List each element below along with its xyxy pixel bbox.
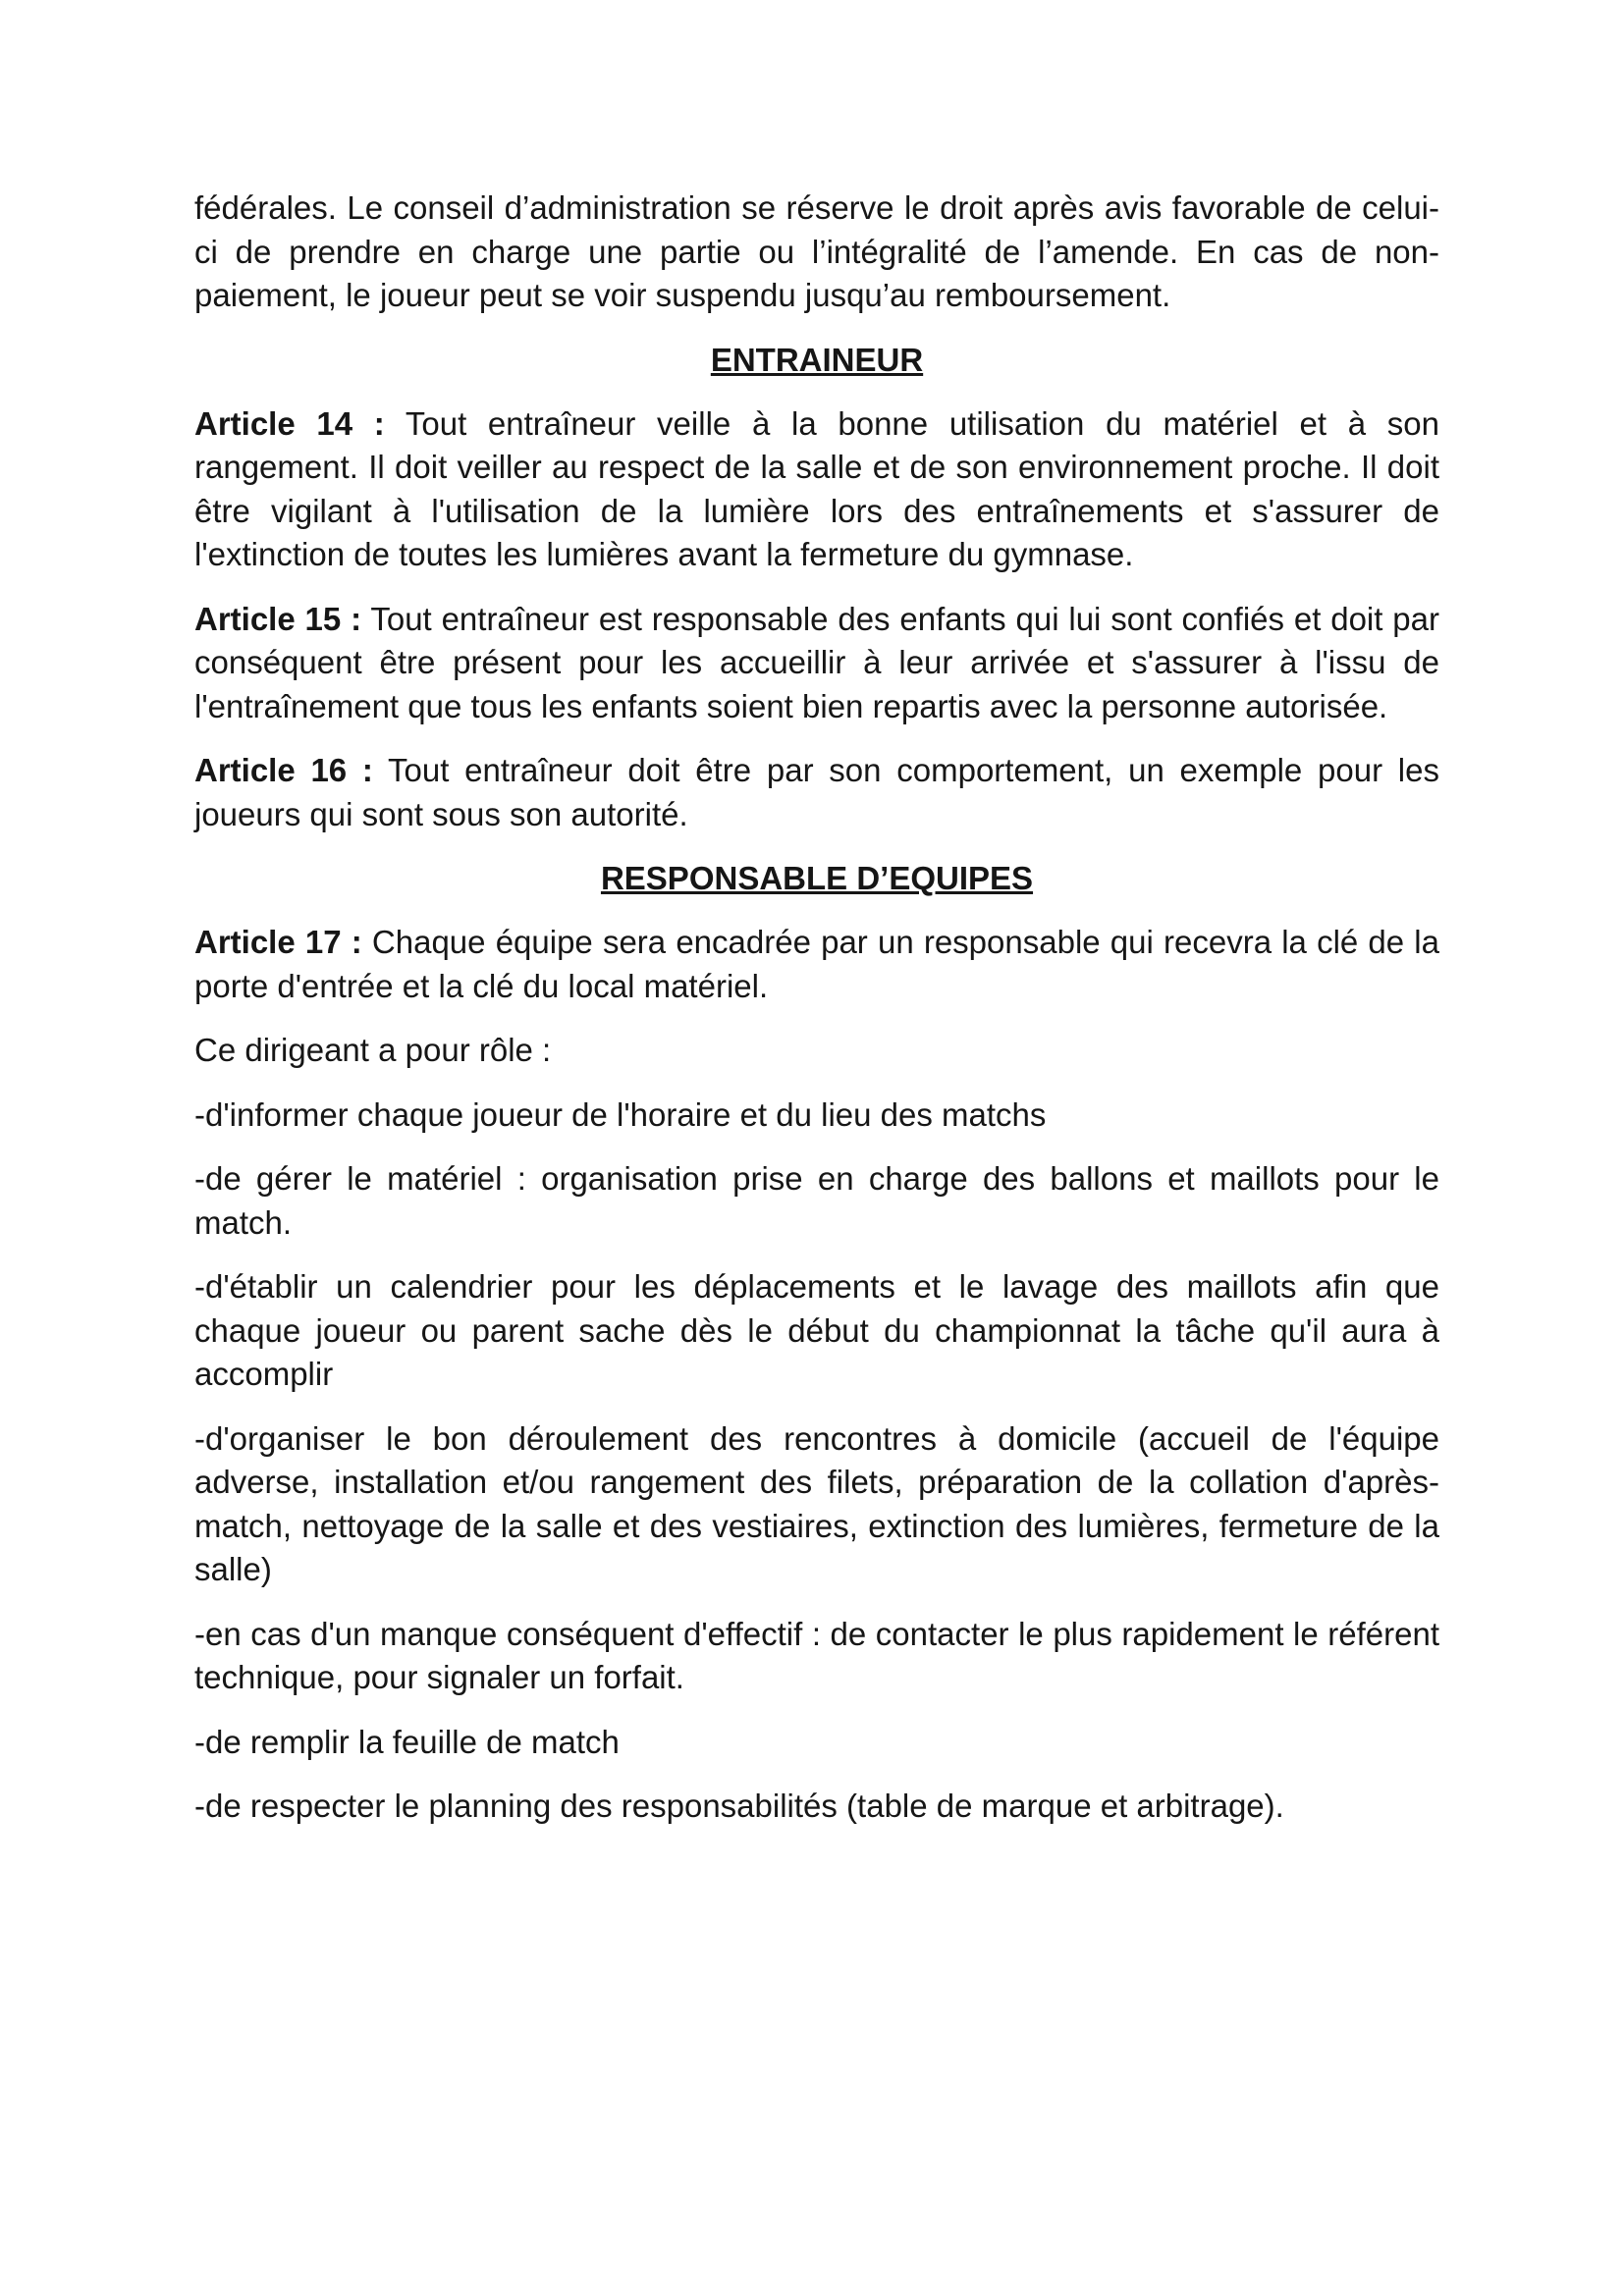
article-17-text: Chaque équipe sera encadrée par un responsable qui recevra la clé de la porte d'entrée et la clé du local matériel.	[194, 924, 1439, 1004]
section-title-responsable: RESPONSABLE D’EQUIPES	[600, 860, 1034, 896]
article-17	[194, 921, 1439, 1008]
article-15-label: Article 15 :	[194, 600, 362, 637]
role-item: -d'organiser le bon déroulement des rencontres à domicile (accueil de l'équipe adverse, installation et/ou rangement des filets, préparation de la collation d'après-match, nettoyage de la salle et des vestiaires, extinction des lumières, fermeture de la salle)	[194, 1419, 1439, 1587]
role-item: -d'informer chaque joueur de l'horaire et du lieu des matchs	[194, 1095, 1047, 1133]
article-14-label: Article 14 :	[194, 404, 385, 442]
role-item: -d'établir un calendrier pour les déplacements et le lavage des maillots afin que chaque joueur ou parent sache dès le début du championnat la tâche qu'il aura à accomplir	[194, 1268, 1439, 1392]
article-14	[194, 402, 1439, 577]
role-item: -en cas d'un manque conséquent d'effectif : de contacter le plus rapidement le référent technique, pour signaler un forfait.	[194, 1615, 1439, 1695]
article-16-label: Article 16 :	[194, 752, 373, 788]
article-14-text: Tout entraîneur veille à la bonne utilisation du matériel et à son rangement. Il doit veiller au respect de la salle et de son environnement proche. Il doit être vigilant à l'utilisation de la lumière lors des entraînements et s'assurer de l'extinction de toutes les lumières avant la fermeture du gymnase.	[194, 404, 1439, 572]
document-page	[194, 187, 1439, 1849]
article-16-text: Tout entraîneur doit être par son comportement, un exemple pour les joueurs qui sont sous son autorité.	[194, 752, 1439, 832]
intro-paragraph: fédérales. Le conseil d’administration se réserve le droit après avis favorable de celui-ci de prendre en charge une partie ou l’intégralité de l’amende. En cas de non-paiement, le joueur peut se voir suspendu jusqu’au remboursement.	[194, 189, 1439, 313]
role-item: -de respecter le planning des responsabilités (table de marque et arbitrage).	[194, 1788, 1284, 1824]
article-15-text: Tout entraîneur est responsable des enfants qui lui sont confiés et doit par conséquent être présent pour les accueillir à leur arrivée et s'assurer à l'issu de l'entraînement que tous les enfants soient bien repartis avec la personne autorisée.	[194, 600, 1439, 724]
article-15	[194, 598, 1439, 729]
role-item: -de remplir la feuille de match	[194, 1723, 620, 1760]
role-intro: Ce dirigeant a pour rôle :	[194, 1032, 552, 1068]
section-title-entraineur: ENTRAINEUR	[710, 341, 924, 378]
role-item: -de gérer le matériel : organisation prise en charge des ballons et maillots pour le match.	[194, 1160, 1439, 1241]
article-16	[194, 749, 1439, 836]
article-17-label: Article 17 :	[194, 924, 362, 960]
